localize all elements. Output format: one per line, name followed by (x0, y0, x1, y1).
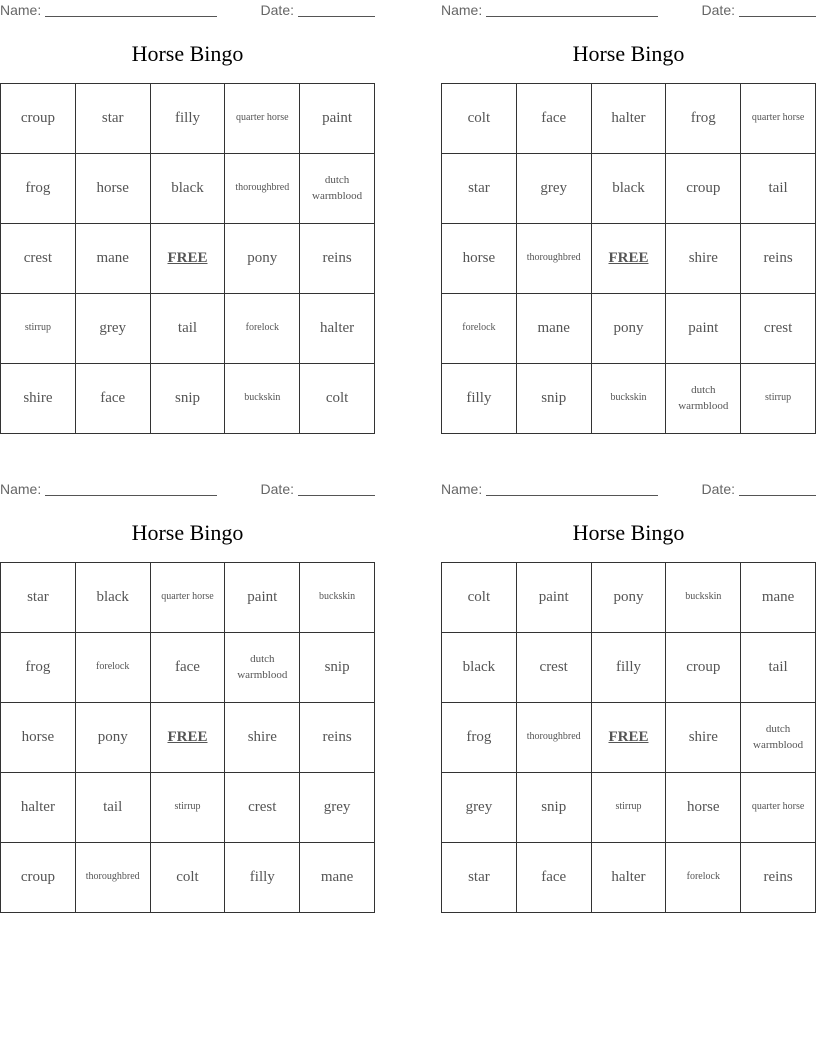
bingo-cell[interactable]: dutch warmblood (225, 633, 300, 703)
bingo-cell[interactable]: pony (592, 563, 667, 633)
bingo-cell[interactable]: grey (517, 154, 592, 224)
name-label: Name: (441, 481, 483, 497)
bingo-cell[interactable]: black (442, 633, 517, 703)
bingo-cell[interactable]: black (151, 154, 226, 224)
bingo-cell[interactable]: shire (1, 364, 76, 434)
bingo-grid (441, 83, 816, 434)
bingo-grid (0, 83, 375, 434)
bingo-cell[interactable]: horse (1, 703, 76, 773)
bingo-cell[interactable]: forelock (225, 294, 300, 364)
bingo-cell[interactable]: croup (666, 154, 741, 224)
bingo-cell[interactable]: crest (225, 773, 300, 843)
bingo-cell[interactable]: snip (517, 364, 592, 434)
bingo-cell[interactable]: mane (300, 843, 375, 913)
bingo-cell[interactable]: buckskin (592, 364, 667, 434)
bingo-cell[interactable]: paint (666, 294, 741, 364)
bingo-cell[interactable]: paint (517, 563, 592, 633)
bingo-cell[interactable]: croup (1, 84, 76, 154)
bingo-card-3 (0, 479, 375, 913)
bingo-cell[interactable]: colt (442, 84, 517, 154)
bingo-cell[interactable]: thoroughbred (517, 703, 592, 773)
bingo-cell[interactable]: horse (442, 224, 517, 294)
bingo-cell[interactable]: tail (741, 154, 816, 224)
name-field[interactable] (441, 2, 658, 20)
bingo-cell[interactable]: reins (300, 224, 375, 294)
bingo-cell[interactable]: black (592, 154, 667, 224)
bingo-cell[interactable]: filly (442, 364, 517, 434)
bingo-cell[interactable]: grey (76, 294, 151, 364)
card-title: Horse Bingo (572, 520, 685, 545)
bingo-cell[interactable]: star (1, 563, 76, 633)
bingo-cell[interactable]: stirrup (151, 773, 226, 843)
name-label: Name: (0, 481, 42, 497)
bingo-cell[interactable]: tail (741, 633, 816, 703)
card-title: Horse Bingo (131, 41, 244, 66)
bingo-cell[interactable]: buckskin (666, 563, 741, 633)
bingo-cell[interactable]: colt (442, 563, 517, 633)
bingo-cell[interactable]: buckskin (300, 563, 375, 633)
bingo-cell[interactable]: reins (741, 843, 816, 913)
name-blank-line (486, 3, 658, 17)
bingo-cell[interactable]: croup (666, 633, 741, 703)
bingo-cell[interactable]: grey (300, 773, 375, 843)
bingo-cell[interactable]: halter (592, 843, 667, 913)
bingo-cell[interactable]: thoroughbred (76, 843, 151, 913)
bingo-cell[interactable]: filly (592, 633, 667, 703)
free-space-cell[interactable]: FREE (592, 703, 667, 773)
bingo-cell[interactable]: dutch warmblood (741, 703, 816, 773)
bingo-cell[interactable]: quarter horse (741, 84, 816, 154)
bingo-cell[interactable]: dutch warmblood (300, 154, 375, 224)
bingo-cell[interactable]: horse (666, 773, 741, 843)
bingo-cell[interactable]: frog (442, 703, 517, 773)
bingo-cell[interactable]: stirrup (1, 294, 76, 364)
bingo-cell[interactable]: frog (1, 633, 76, 703)
bingo-cell[interactable]: snip (151, 364, 226, 434)
bingo-cell[interactable]: filly (151, 84, 226, 154)
name-label: Name: (0, 2, 42, 18)
bingo-cell[interactable]: halter (1, 773, 76, 843)
name-blank-line (486, 482, 658, 496)
bingo-cell[interactable]: horse (76, 154, 151, 224)
bingo-cell[interactable]: thoroughbred (517, 224, 592, 294)
name-field[interactable] (0, 2, 217, 20)
bingo-grid (0, 562, 375, 913)
free-space-cell[interactable]: FREE (151, 703, 226, 773)
date-blank-line (298, 482, 375, 496)
bingo-cell[interactable]: stirrup (592, 773, 667, 843)
bingo-cell[interactable]: halter (592, 84, 667, 154)
bingo-cell[interactable]: face (517, 843, 592, 913)
bingo-cell[interactable]: shire (225, 703, 300, 773)
bingo-cell[interactable]: filly (225, 843, 300, 913)
bingo-cell[interactable]: croup (1, 843, 76, 913)
date-blank-line (739, 3, 816, 17)
date-label: Date: (701, 481, 735, 497)
bingo-cell[interactable]: snip (300, 633, 375, 703)
bingo-cell[interactable]: pony (76, 703, 151, 773)
bingo-cell[interactable]: tail (151, 294, 226, 364)
date-field[interactable] (261, 481, 375, 499)
bingo-cell[interactable]: shire (666, 224, 741, 294)
date-blank-line (298, 3, 375, 17)
bingo-cell[interactable]: frog (1, 154, 76, 224)
bingo-cell[interactable]: reins (741, 224, 816, 294)
bingo-cell[interactable]: shire (666, 703, 741, 773)
bingo-cell[interactable]: paint (300, 84, 375, 154)
bingo-cell[interactable]: colt (300, 364, 375, 434)
date-label: Date: (260, 481, 294, 497)
bingo-cell[interactable]: reins (300, 703, 375, 773)
bingo-cell[interactable]: colt (151, 843, 226, 913)
bingo-cell[interactable]: quarter horse (225, 84, 300, 154)
card-title: Horse Bingo (572, 41, 685, 66)
card-title: Horse Bingo (131, 520, 244, 545)
bingo-cell[interactable]: dutch warmblood (666, 364, 741, 434)
date-field[interactable] (702, 2, 816, 20)
name-field[interactable] (0, 481, 217, 499)
date-field[interactable] (261, 2, 375, 20)
bingo-cell[interactable]: snip (517, 773, 592, 843)
bingo-cell[interactable]: frog (666, 84, 741, 154)
bingo-cell[interactable]: crest (517, 633, 592, 703)
bingo-cell[interactable]: star (442, 843, 517, 913)
bingo-cell[interactable]: forelock (76, 633, 151, 703)
bingo-cell[interactable]: tail (76, 773, 151, 843)
bingo-card-4 (441, 479, 816, 913)
bingo-cell[interactable]: black (76, 563, 151, 633)
date-field[interactable] (702, 481, 816, 499)
bingo-cell[interactable]: forelock (442, 294, 517, 364)
name-label: Name: (441, 2, 483, 18)
bingo-cell[interactable]: thoroughbred (225, 154, 300, 224)
bingo-card-2 (441, 0, 816, 434)
bingo-cell[interactable]: mane (517, 294, 592, 364)
name-blank-line (45, 3, 217, 17)
bingo-cell[interactable]: star (76, 84, 151, 154)
bingo-cell[interactable]: buckskin (225, 364, 300, 434)
bingo-cell[interactable]: face (151, 633, 226, 703)
name-field[interactable] (441, 481, 658, 499)
date-blank-line (739, 482, 816, 496)
bingo-cell[interactable]: paint (225, 563, 300, 633)
bingo-cell[interactable]: forelock (666, 843, 741, 913)
bingo-cell[interactable]: face (76, 364, 151, 434)
bingo-cell[interactable]: stirrup (741, 364, 816, 434)
date-label: Date: (260, 2, 294, 18)
date-label: Date: (701, 2, 735, 18)
bingo-cell[interactable]: quarter horse (741, 773, 816, 843)
bingo-cell[interactable]: grey (442, 773, 517, 843)
bingo-cell[interactable]: halter (300, 294, 375, 364)
bingo-cell[interactable]: star (442, 154, 517, 224)
bingo-cell[interactable]: crest (1, 224, 76, 294)
free-space-cell[interactable]: FREE (151, 224, 226, 294)
bingo-card-1 (0, 0, 375, 434)
bingo-cell[interactable]: mane (741, 563, 816, 633)
free-space-cell[interactable]: FREE (592, 224, 667, 294)
bingo-cell[interactable]: quarter horse (151, 563, 226, 633)
bingo-cell[interactable]: pony (225, 224, 300, 294)
bingo-cell[interactable]: crest (741, 294, 816, 364)
bingo-grid (441, 562, 816, 913)
bingo-cell[interactable]: mane (76, 224, 151, 294)
name-blank-line (45, 482, 217, 496)
bingo-cell[interactable]: pony (592, 294, 667, 364)
bingo-cell[interactable]: face (517, 84, 592, 154)
